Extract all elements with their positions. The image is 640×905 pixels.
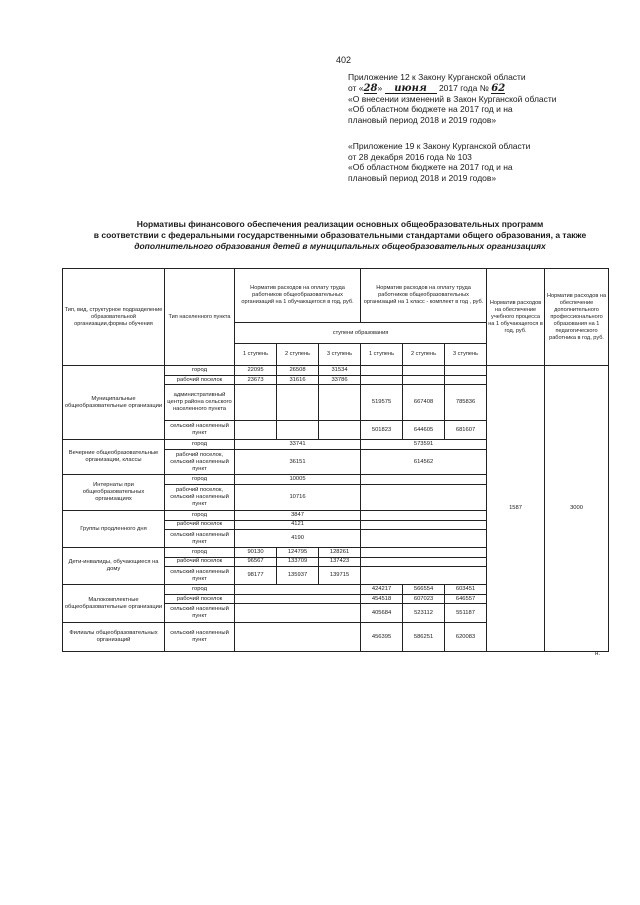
value-cell: 33786 <box>319 375 361 385</box>
value-cell: 96567 <box>235 557 277 567</box>
value-cell: 124795 <box>277 548 319 558</box>
empty-cell <box>235 623 361 652</box>
value-cell: 667408 <box>403 385 445 421</box>
title-line-3: дополнительного образования детей в муниципальных общеобразовательных организациях <box>134 241 546 251</box>
value-cell: 33741 <box>235 440 361 450</box>
page-number: 402 <box>336 55 352 65</box>
group-extended-day: Группы продленного дня <box>63 511 165 548</box>
appendix-12-line-3: «О внесении изменений в Закон Курганской области <box>348 93 557 104</box>
value-cell: 501823 <box>361 421 403 440</box>
value-cell: 681607 <box>445 421 487 440</box>
side-mark: н. <box>595 651 600 657</box>
value-cell: 566554 <box>403 585 445 595</box>
title-line-2: в соответствии с федеральными государственными образовательными стандартами общего образования, а также <box>93 230 587 240</box>
header-labor-per-class: Норматив расходов на оплату труда работников общеобразовательных организаций на 1 класс - комплект в год , руб. <box>361 269 487 323</box>
value-cell: 456395 <box>361 623 403 652</box>
value-cell: 90130 <box>235 548 277 558</box>
value-cell: 620083 <box>445 623 487 652</box>
title-line-1: Нормативы финансового обеспечения реализации основных общеобразовательных программ <box>136 219 544 229</box>
header-level-1: 1 ступень <box>361 344 403 366</box>
empty-cell <box>361 366 403 376</box>
value-cell: 607023 <box>403 594 445 604</box>
value-cell: 137423 <box>319 557 361 567</box>
value-cell: 614562 <box>361 449 487 474</box>
value-cell: 646557 <box>445 594 487 604</box>
value-cell: 4190 <box>235 530 361 548</box>
appendix-19-header <box>348 141 530 183</box>
settlement-cell: город <box>165 548 235 558</box>
settlement-cell: рабочий поселок <box>165 594 235 604</box>
appendix-12-header <box>348 72 557 125</box>
appendix-12-line-4: «Об областном бюджете на 2017 год и на <box>348 104 513 114</box>
value-cell: 31534 <box>319 366 361 376</box>
empty-cell <box>319 421 361 440</box>
empty-cell <box>235 585 361 595</box>
empty-cell <box>235 385 277 421</box>
value-cell: 98177 <box>235 567 277 585</box>
empty-cell <box>445 375 487 385</box>
value-cell: 10716 <box>235 484 361 510</box>
empty-cell <box>277 421 319 440</box>
value-cell: 424217 <box>361 585 403 595</box>
group-evening: Вечерние общеобразовательные организации, классы <box>63 440 165 475</box>
value-cell: 586251 <box>403 623 445 652</box>
header-level-3: 3 ступень <box>319 344 361 366</box>
settlement-cell: сельский населенный пункт <box>165 623 235 652</box>
header-level-2: 2 ступень <box>277 344 319 366</box>
handwritten-month: июня <box>385 84 437 94</box>
value-cell: 139715 <box>319 567 361 585</box>
appendix-19-line-1: «Приложение 19 к Закону Курганской области <box>348 141 531 151</box>
value-cell: 133709 <box>277 557 319 567</box>
header-levels: ступени образования <box>235 322 487 343</box>
header-level-3: 3 ступень <box>445 344 487 366</box>
value-cell: 26508 <box>277 366 319 376</box>
group-municipal: Муниципальные общеобразовательные организации <box>63 366 165 440</box>
value-cell: 4121 <box>235 520 361 530</box>
value-cell: 551187 <box>445 604 487 623</box>
value-cell: 22095 <box>235 366 277 376</box>
settlement-cell: сельский населенный пункт <box>165 530 235 548</box>
group-boarding: Интернаты при общеобразовательных организациях <box>63 475 165 511</box>
header-additional-education: Норматив расходов на обеспечение дополнительного профессионального образования на 1 педагогического работника в год, руб. <box>545 269 609 366</box>
appendix-12-date-line <box>348 83 557 94</box>
value-cell: 644605 <box>403 421 445 440</box>
settlement-cell: город <box>165 366 235 376</box>
value-cell: 23673 <box>235 375 277 385</box>
empty-cell <box>361 530 487 548</box>
empty-cell <box>361 475 487 485</box>
table-row <box>63 366 609 376</box>
settlement-cell: город <box>165 475 235 485</box>
group-disabled-home: Дети-инвалиды, обучающиеся на дому <box>63 548 165 585</box>
document-title <box>70 219 610 252</box>
handwritten-number: 62 <box>491 82 506 94</box>
date-mid: » <box>377 82 383 93</box>
header-type: Тип, вид, структурное подразделение образовательной организации,формы обучения <box>63 269 165 366</box>
empty-cell <box>361 375 403 385</box>
appendix-19-line-4: плановый период 2018 и 2019 годов» <box>348 172 497 183</box>
settlement-cell: сельский населенный пункт <box>165 567 235 585</box>
header-settlement: Тип населенного пункта <box>165 269 235 366</box>
value-cell: 405684 <box>361 604 403 623</box>
value-cell: 519575 <box>361 385 403 421</box>
settlement-cell: город <box>165 585 235 595</box>
value-cell: 31616 <box>277 375 319 385</box>
settlement-cell: рабочий поселок, сельский населенный пункт <box>165 449 235 474</box>
value-cell: 135937 <box>277 567 319 585</box>
appendix-19-line-3: «Об областном бюджете на 2017 год и на <box>348 162 513 172</box>
empty-cell <box>235 604 361 623</box>
value-cell: 573591 <box>361 440 487 450</box>
header-learning-process: Норматив расходов на обеспечение учебного процесса на 1 обучающегося в год, руб. <box>487 269 545 366</box>
norms-table <box>62 268 609 652</box>
appendix-12-line-5: плановый период 2018 и 2019 годов» <box>348 114 497 125</box>
value-cell: 10005 <box>235 475 361 485</box>
settlement-cell: рабочий поселок, сельский населенный пункт <box>165 484 235 510</box>
empty-cell <box>361 548 487 558</box>
value-cell: 523112 <box>403 604 445 623</box>
header-row <box>63 269 609 323</box>
empty-cell <box>319 385 361 421</box>
date-prefix: от « <box>348 82 364 93</box>
empty-cell <box>361 567 487 585</box>
learning-process-value: 1587 <box>487 366 545 652</box>
value-cell: 128261 <box>319 548 361 558</box>
empty-cell <box>361 484 487 510</box>
settlement-cell: сельский населенный пункт <box>165 604 235 623</box>
group-branches: Филиалы общеобразовательных организаций <box>63 623 165 652</box>
settlement-cell: административный центр района сельского населенного пункта <box>165 385 235 421</box>
settlement-cell: город <box>165 511 235 521</box>
settlement-cell: город <box>165 440 235 450</box>
group-small: Малокомплектные общеобразовательные организации <box>63 585 165 623</box>
empty-cell <box>277 385 319 421</box>
value-cell: 454518 <box>361 594 403 604</box>
settlement-cell: рабочий поселок <box>165 520 235 530</box>
value-cell: 3847 <box>235 511 361 521</box>
empty-cell <box>361 557 487 567</box>
empty-cell <box>361 520 487 530</box>
settlement-cell: рабочий поселок <box>165 557 235 567</box>
empty-cell <box>403 366 445 376</box>
empty-cell <box>445 366 487 376</box>
header-level-1: 1 ступень <box>235 344 277 366</box>
empty-cell <box>235 421 277 440</box>
appendix-19-line-2: от 28 декабря 2016 года № 103 <box>348 151 472 162</box>
settlement-cell: рабочий поселок <box>165 375 235 385</box>
handwritten-day: 28 <box>363 82 378 94</box>
year-text: 2017 года № <box>438 82 489 93</box>
header-level-2: 2 ступень <box>403 344 445 366</box>
empty-cell <box>361 511 487 521</box>
additional-education-value: 3000 <box>545 366 609 652</box>
header-labor-per-student: Норматив расходов на оплату труда работников общеобразовательных организаций на 1 обучающегося в год, руб. <box>235 269 361 323</box>
value-cell: 603451 <box>445 585 487 595</box>
value-cell: 785836 <box>445 385 487 421</box>
empty-cell <box>403 375 445 385</box>
empty-cell <box>235 594 361 604</box>
appendix-12-line-1: Приложение 12 к Закону Курганской области <box>348 72 526 82</box>
value-cell: 36151 <box>235 449 361 474</box>
settlement-cell: сельский населенный пункт <box>165 421 235 440</box>
